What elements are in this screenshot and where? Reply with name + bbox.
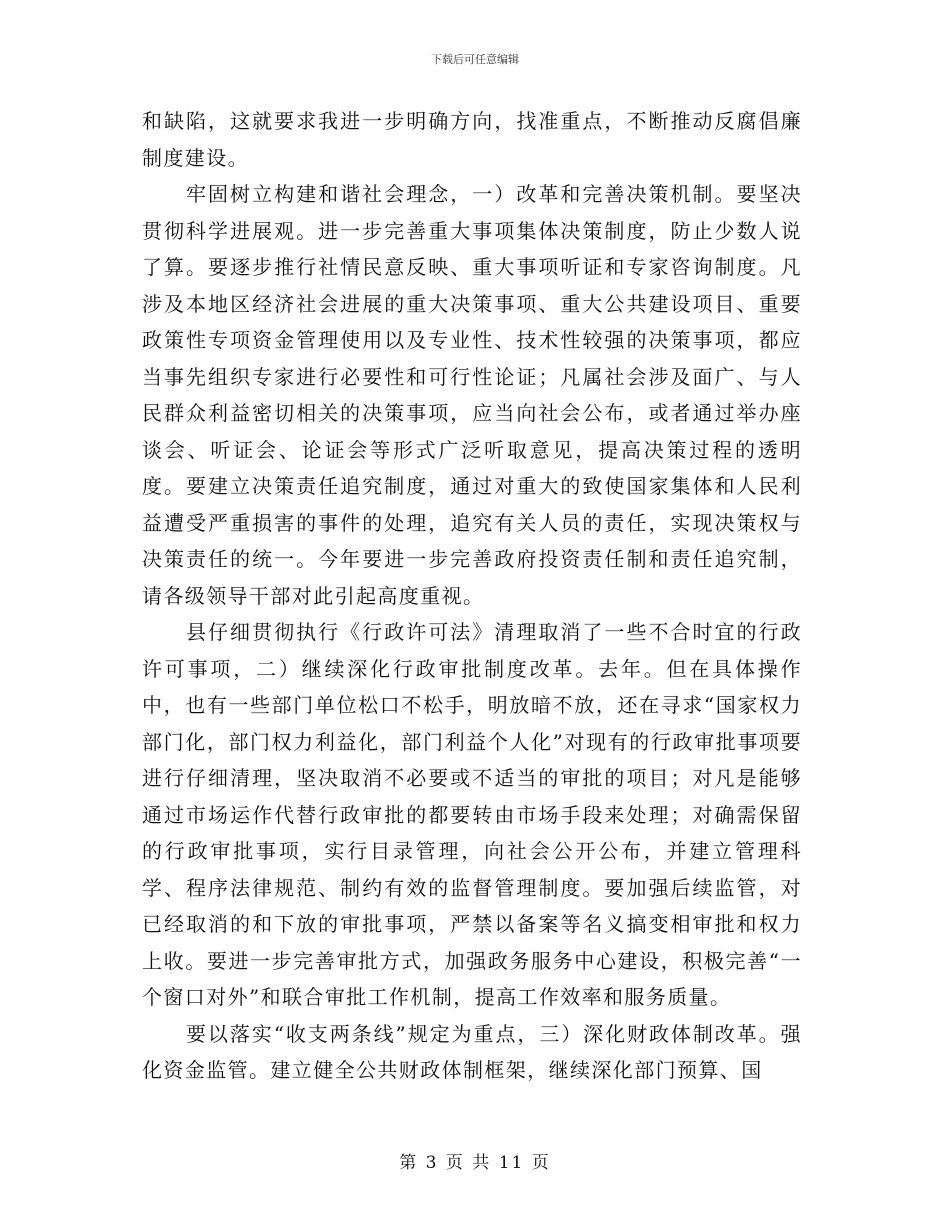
paragraph-fiscal-reform: 要以落实“收支两条线”规定为重点，三）深化财政体制改革。强化资金监管。建立健全公共财政体制框架，继续深化部门预算、国 [142, 1021, 802, 1082]
page-header: 下载后可任意编辑 [431, 53, 519, 66]
paragraph-continuation: 和缺陷，这就要求我进一步明确方向，找准重点，不断推动反腐倡廉制度建设。 [142, 109, 802, 170]
paragraph-administrative-approval: 县仔细贯彻执行《行政许可法》清理取消了一些不合时宜的行政许可事项，二）继续深化行政审批制度改革。去年。但在具体操作中，也有一些部门单位松口不松手，明放暗不放，还在寻求“国家权力部门化，部门权力利益化，部门利益个人化”对现有的行政审批事项要进行仔细清理，坚决取消不必要或不适当的审批的项目；对凡是能够通过市场运作代替行政审批的都要转由市场手段来处理；对确需保留的行政审批事项，实行目录管理，向社会公开公布，并建立管理科学、程序法律规范、制约有效的监督管理制度。要加强后续监管，对已经取消的和下放的审批事项，严禁以备案等名义搞变相审批和权力上收。要进一步完善审批方式，加强政务服务中心建设，积极完善“一个窗口对外”和联合审批工作机制，提高工作效率和服务质量。 [142, 620, 802, 1009]
page-number-footer: 第 3 页 共 11 页 [399, 1153, 551, 1173]
document-body [142, 103, 802, 1089]
paragraph-decision-mechanism: 牢固树立构建和谐社会理念，一）改革和完善决策机制。要坚决贯彻科学进展观。进一步完善重大事项集体决策制度，防止少数人说了算。要逐步推行社情民意反映、重大事项听证和专家咨询制度。凡涉及本地区经济社会进展的重大决策事项、重大公共建设项目、重要政策性专项资金管理使用以及专业性、技术性较强的决策事项，都应当事先组织专家进行必要性和可行性论证；凡属社会涉及面广、与人民群众利益密切相关的决策事项，应当向社会公布，或者通过举办座谈会、听证会、论证会等形式广泛听取意见，提高决策过程的透明度。要建立决策责任追究制度，通过对重大的致使国家集体和人民利益遭受严重损害的事件的处理，追究有关人员的责任，实现决策权与决策责任的统一。今年要进一步完善政府投资责任制和责任追究制，请各级领导干部对此引起高度重视。 [142, 182, 802, 608]
